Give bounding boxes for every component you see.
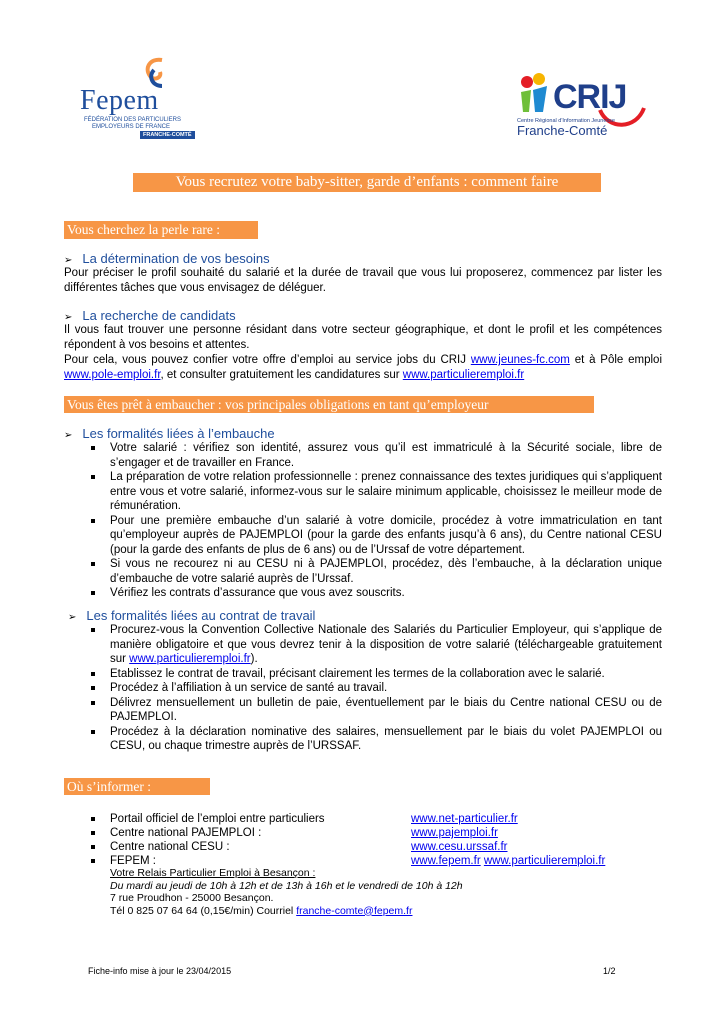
paragraph-text: Pour cela, vous pouvez confier votre offre d’emploi au service jobs du CRIJ — [64, 354, 471, 366]
list-item-text: Délivrez mensuellement un bulletin de paie, éventuellement par le biais du Centre national CESU ou de PAJEMPLOI. — [110, 696, 662, 723]
subsection-title-contrat — [68, 608, 315, 623]
fepem-region-badge: FRANCHE-COMTÉ — [140, 131, 195, 139]
link-net-particulier[interactable]: www.net-particulier.fr — [411, 813, 518, 825]
relais-phone: Tél 0 825 07 64 64 (0,15€/min) Courriel — [110, 904, 297, 917]
relais-contact — [110, 905, 463, 918]
square-bullet-icon — [91, 817, 95, 821]
fepem-name: Fepem — [80, 85, 159, 116]
square-bullet-icon — [91, 845, 95, 849]
crij-figure-icon — [517, 72, 557, 118]
square-bullet-icon — [91, 831, 95, 835]
list-item — [64, 586, 662, 601]
list-item-text: Pour une première embauche d’un salarié à votre domicile, procédez à votre immatriculation en tant qu’employeur auprès de PAJEMPLOI (pour la garde des enfants jusqu’à 6 ans), du Centre national CESU (pour la garde des enfants de plus de 6 ans) ou de l’Urssaf de votre département. — [110, 514, 662, 556]
section-header-obligations: Vous êtes prêt à embaucher : vos principales obligations en tant qu’employeur — [64, 396, 594, 413]
info-label: FEPEM : — [110, 855, 157, 867]
list-item-text: Vérifiez les contrats d’assurance que vous avez souscrits. — [110, 587, 405, 599]
list-item — [64, 696, 662, 725]
square-bullet-icon — [91, 562, 95, 566]
contrat-list — [64, 623, 662, 754]
relais-hours: Du mardi au jeudi de 10h à 12h et de 13h à 16h et le vendredi de 10h à 12h — [110, 879, 463, 892]
subsection-title-text: La recherche de candidats — [82, 308, 236, 323]
paragraph-candidats — [64, 323, 662, 383]
link-fepem[interactable]: www.fepem.fr — [411, 855, 481, 867]
subsection-title-text: La détermination de vos besoins — [82, 251, 270, 266]
list-item — [64, 681, 662, 696]
list-item — [64, 623, 662, 667]
list-item — [64, 470, 662, 514]
list-item-text: Procédez à la déclaration nominative des salaires, mensuellement par le biais du volet PAJEMPLOI ou CESU, ou chaque trimestre auprès de l’URSSAF. — [110, 725, 662, 752]
subsection-title-text: Les formalités liées au contrat de travail — [86, 608, 316, 623]
subsection-title-besoins — [64, 251, 270, 266]
embauche-list — [64, 441, 662, 601]
paragraph-text: , et consulter gratuitement les candidatures sur — [160, 369, 403, 381]
crij-subtitle: Centre Régional d'Information Jeunesse — [517, 118, 615, 124]
fepem-tagline-2: EMPLOYEURS DE FRANCE — [92, 124, 171, 130]
paragraph-besoins: Pour préciser le profil souhaité du salarié et la durée de travail que vous lui proposerez, commencez par lister les différentes tâches que vous envisagez de déléguer. — [64, 267, 662, 294]
crij-region: Franche-Comté — [517, 123, 608, 138]
footer-page-number: 1/2 — [603, 966, 616, 976]
relais-title: Votre Relais Particulier Emploi à Besançon : — [110, 867, 316, 879]
relais-email-link[interactable]: franche-comte@fepem.fr — [296, 904, 413, 917]
square-bullet-icon — [91, 628, 95, 632]
list-item-text: Si vous ne recourez ni au CESU ni à PAJEMPLOI, procédez, dès l’embauche, à la déclaration unique d’embauche de votre salarié auprès de l’Urssaf. — [110, 558, 662, 585]
paragraph-text: Il vous faut trouver une personne résidant dans votre secteur géographique, et dont le profil et les compétences répondent à vos besoins et attentes. — [64, 324, 662, 351]
list-item-text: Procurez-vous la Convention Collective Nationale des Salariés du Particulier Employeur, qui s’applique de manière obligatoire et que vous devrez tenir à la disposition de votre salarié (téléchargeable gratuitement sur — [110, 624, 662, 665]
square-bullet-icon — [91, 475, 95, 479]
square-bullet-icon — [91, 672, 95, 676]
info-row — [64, 826, 664, 840]
square-bullet-icon — [91, 519, 95, 523]
square-bullet-icon — [91, 686, 95, 690]
link-jeunes-fc[interactable]: www.jeunes-fc.com — [470, 354, 570, 366]
subsection-title-text: Les formalités liées à l’embauche — [82, 426, 275, 441]
info-label: Centre national PAJEMPLOI : — [110, 827, 262, 839]
list-item-text: ). — [250, 653, 258, 665]
list-item — [64, 667, 662, 682]
square-bullet-icon — [91, 730, 95, 734]
link-particulieremploi[interactable]: www.particulieremploi.fr — [402, 369, 525, 381]
info-row — [64, 840, 664, 854]
info-list — [64, 812, 664, 868]
list-item-text: Etablissez le contrat de travail, précisant clairement les termes de la collaboration avec le salarié. — [110, 667, 605, 680]
section-header-perle-rare: Vous cherchez la perle rare : — [64, 221, 258, 239]
list-item-text: Procédez à l’affiliation à un service de santé au travail. — [110, 682, 388, 694]
arrow-bullet-icon: ➢ — [64, 312, 73, 323]
list-item-text: Votre salarié : vérifiez son identité, assurez vous qu’il est immatriculé à la Sécurité sociale, libre de s’engager et de travailler en France. — [110, 442, 662, 469]
relais-address: 7 rue Proudhon - 25000 Besançon. — [110, 892, 274, 904]
link-pajemploi[interactable]: www.pajemploi.fr — [411, 827, 498, 839]
square-bullet-icon — [91, 859, 95, 863]
section-header-informer: Où s’informer : — [64, 778, 210, 795]
list-item — [64, 725, 662, 754]
info-row — [64, 854, 664, 868]
arrow-bullet-icon: ➢ — [64, 430, 73, 441]
square-bullet-icon — [91, 591, 95, 595]
info-label: Portail officiel de l’emploi entre particuliers — [110, 813, 325, 825]
link-pole-emploi[interactable]: www.pole-emploi.fr — [64, 369, 161, 381]
footer-update-date: Fiche-info mise à jour le 23/04/2015 — [88, 966, 232, 976]
subsection-title-embauche — [64, 426, 275, 441]
list-item-text: La préparation de votre relation professionnelle : prenez connaissance des textes juridiques qui s’appliquent entre vous et votre salarié, informez-vous sur le salaire minimum applicable, choisissez le meilleur mode de rémunération. — [110, 471, 662, 512]
info-row — [64, 812, 664, 826]
arrow-bullet-icon: ➢ — [68, 612, 77, 623]
page-title: Vous recrutez votre baby-sitter, garde d’enfants : comment faire — [133, 173, 601, 192]
paragraph-text: et à Pôle emploi — [569, 354, 662, 366]
link-particulieremploi-fepem[interactable]: www.particulieremploi.fr — [483, 855, 606, 867]
fepem-tagline-1: FÉDÉRATION DES PARTICULIERS — [84, 117, 182, 123]
info-label: Centre national CESU : — [110, 841, 230, 853]
arrow-bullet-icon: ➢ — [64, 255, 73, 266]
crij-name: CRIJ — [553, 78, 627, 116]
subsection-title-candidats — [64, 308, 236, 323]
square-bullet-icon — [91, 446, 95, 450]
list-item — [64, 514, 662, 558]
square-bullet-icon — [91, 701, 95, 705]
link-particulieremploi-convention[interactable]: www.particulieremploi.fr — [129, 653, 251, 665]
list-item — [64, 557, 662, 586]
relais-info — [110, 867, 463, 917]
info-links — [411, 854, 605, 868]
list-item — [64, 441, 662, 470]
link-cesu[interactable]: www.cesu.urssaf.fr — [411, 841, 508, 853]
